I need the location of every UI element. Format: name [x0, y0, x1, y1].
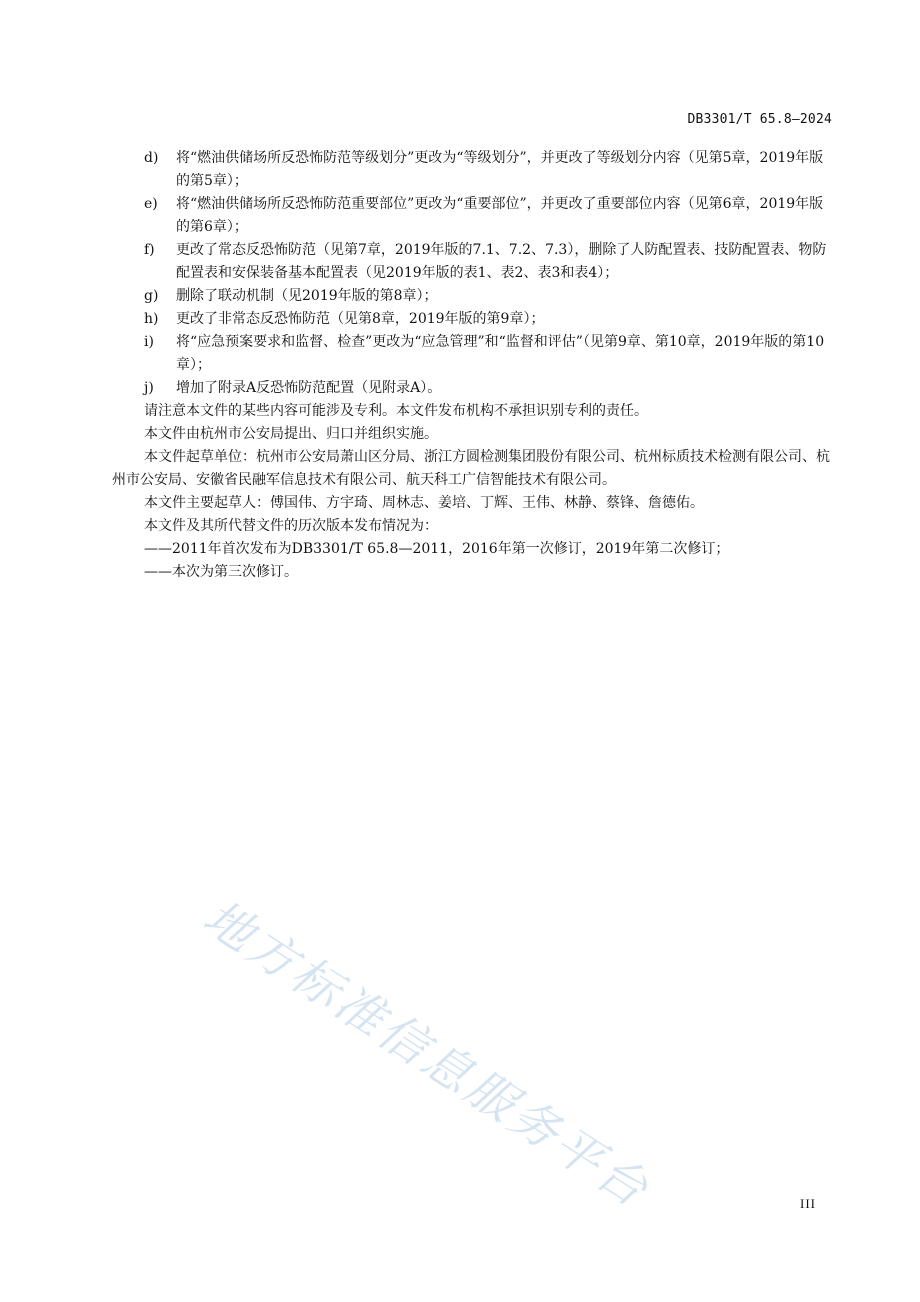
list-text: 将“燃油供储场所反恐怖防范等级划分”更改为“等级划分”，并更改了等级划分内容（见第5章，2019年版的第5章）；: [176, 150, 824, 189]
list-text: 更改了常态反恐怖防范（见第7章，2019年版的7.1、7.2、7.3），删除了人防配置表、技防配置表、物防配置表和安保装备基本配置表（见2019年版的表1、表2、表3和表4）；: [176, 242, 827, 281]
list-item: [112, 193, 834, 239]
history-item: ——本次为第三次修订。: [144, 564, 298, 580]
list-text: 更改了非常态反恐怖防范（见第8章，2019年版的第9章）；: [176, 311, 545, 327]
drafters: 本文件主要起草人：傅国伟、方宇琦、周林志、姜培、丁辉、王伟、林静、蔡锋、詹德佑。: [144, 495, 704, 511]
history-item: ——2011年首次发布为DB3301/T 65.8—2011，2016年第一次修订，2019年第二次修订；: [144, 541, 730, 557]
list-marker: h): [144, 311, 159, 327]
history-intro: 本文件及其所代替文件的历次版本发布情况为：: [144, 518, 438, 534]
list-item: [112, 377, 834, 400]
list-marker: f): [144, 242, 155, 258]
list-item: [112, 147, 834, 193]
document-code: DB3301/T 65.8—2024: [687, 112, 832, 127]
patent-notice: 请注意本文件的某些内容可能涉及专利。本文件发布机构不承担识别专利的责任。: [144, 403, 648, 419]
list-marker: i): [144, 334, 154, 350]
list-item: [112, 331, 834, 377]
list-text: 将“燃油供储场所反恐怖防范重要部位”更改为“重要部位”，并更改了重要部位内容（见第6章，2019年版的第6章）；: [176, 196, 824, 235]
list-marker: e): [144, 196, 158, 212]
watermark: 地方标准信息服务平台: [193, 889, 661, 1220]
list-marker: j): [144, 380, 154, 396]
document-body: [112, 147, 834, 584]
list-item: [112, 239, 834, 285]
list-text: 删除了联动机制（见2019年版的第8章）；: [176, 288, 438, 304]
list-text: 增加了附录A反恐怖防范配置（见附录A）。: [176, 380, 442, 396]
list-marker: d): [144, 150, 159, 166]
list-item: [112, 285, 834, 308]
drafting-units: 本文件起草单位：杭州市公安局萧山区分局、浙江方圆检测集团股份有限公司、杭州标质技术检测有限公司、杭州市公安局、安徽省民融军信息技术有限公司、航天科工广信智能技术有限公司。: [112, 449, 830, 488]
list-item: [112, 308, 834, 331]
list-text: 将“应急预案要求和监督、检查”更改为“应急管理”和“监督和评估”（见第9章、第10章，2019年版的第10章）；: [176, 334, 825, 373]
proposer-statement: 本文件由杭州市公安局提出、归口并组织实施。: [144, 426, 438, 442]
list-marker: g): [144, 288, 159, 304]
page-number: III: [800, 1196, 816, 1211]
